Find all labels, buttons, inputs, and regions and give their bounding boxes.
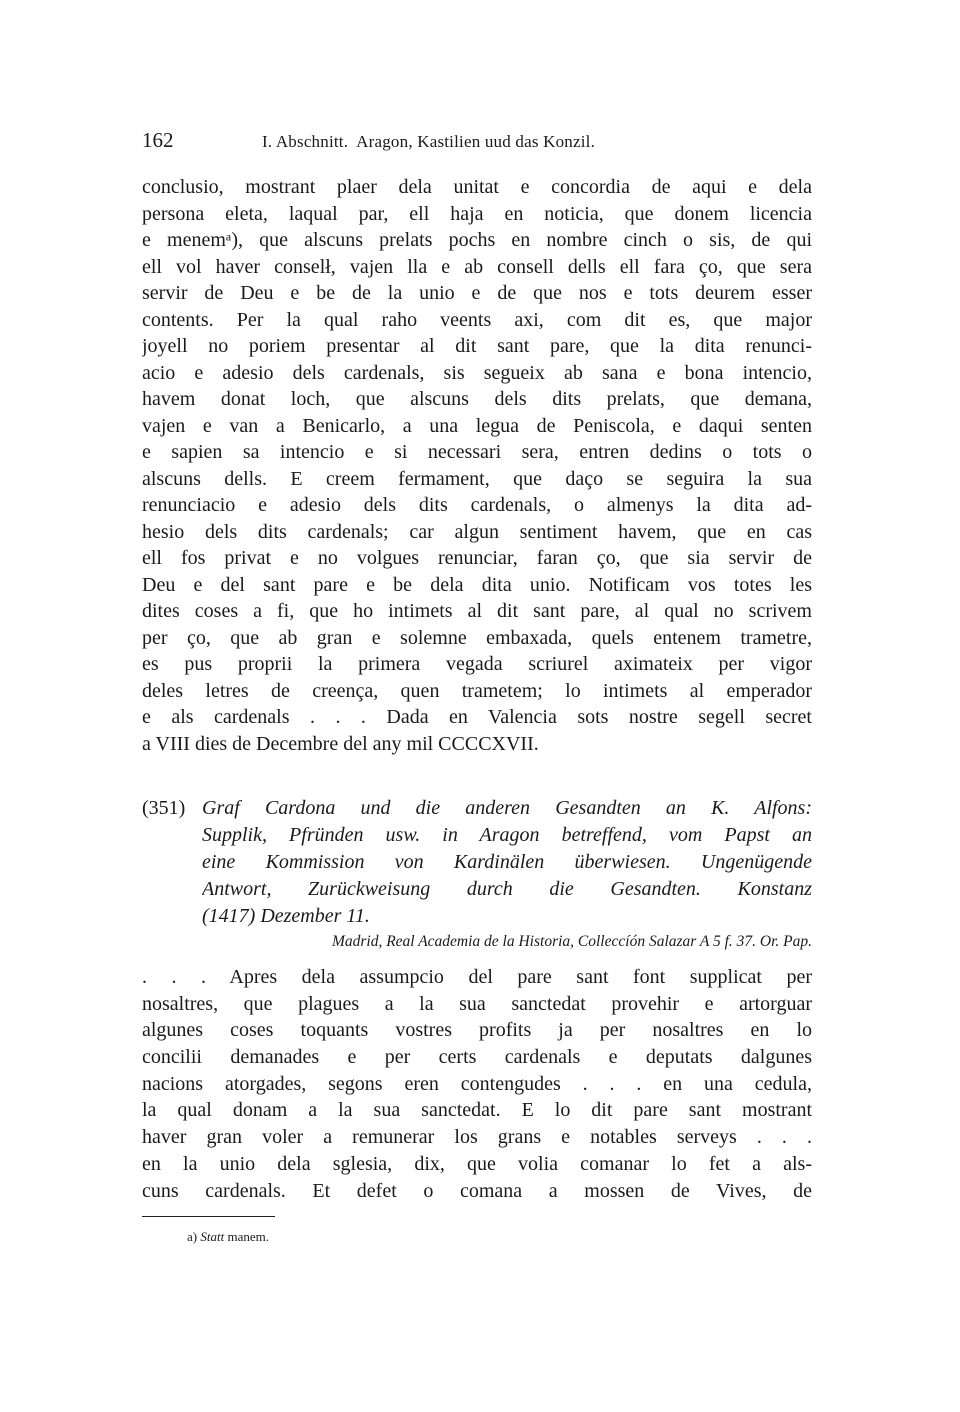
running-title: I. Abschnitt. Aragon, Kastilien uud das Konzil. [262, 132, 596, 151]
page-header [142, 128, 812, 158]
continued-text-block [142, 174, 812, 757]
text-line: conclusio, mostrant plaer dela unitat e concordia de aqui e dela [142, 176, 812, 198]
text-line: renunciacio e adesio dels dits cardenals, o almenys la dita ad- [142, 494, 812, 516]
item-title-line: Graf Cardona und die anderen Gesandten an K. Alfons: [202, 797, 812, 819]
text-line: deles letres de creença, quen trametem; lo intimets al emperador [142, 679, 812, 702]
text-line: joyell no poriem presentar al dit sant pare, que la dita renunci- [142, 335, 812, 357]
footnote-text: manem. [227, 1229, 269, 1244]
footnote [187, 1229, 269, 1245]
text-line: ell vol haver conselł, vajen lla e ab consell dells ell fara ço, que sera [142, 255, 812, 278]
footnote-rule [142, 1216, 275, 1217]
text-line: haver gran voler a remunerar los grans e notables serveys . . . [142, 1126, 812, 1149]
text-line: . . . Apres dela assumpcio del pare sant font supplicat per [142, 966, 812, 988]
text-line: a VIII dies de Decembre del any mil CCCCXVII. [142, 732, 539, 755]
text-line: algunes coses toquants vostres profits ja per nosaltres en lo [142, 1019, 812, 1042]
text-line: servir de Deu e be de la unio e de que nos e tots deurem esser [142, 282, 812, 304]
footnote-label: Statt [200, 1229, 225, 1244]
text-line: en la unio dela sglesia, dix, que volia comanar lo fet a als- [142, 1152, 812, 1175]
item-title-line: Antwort, Zurückweisung durch die Gesandten. Konstanz [202, 878, 812, 900]
text-line: Deu e del sant pare e be dela dita unio. Notificam vos totes les [142, 573, 812, 596]
text-line: la qual donam a la sua sanctedat. E lo dit pare sant mostrant [142, 1099, 812, 1122]
text-line: hesio dels dits cardenals; car algun sentiment havem, que en cas [142, 520, 812, 543]
item-title-line: eine Kommission von Kardinälen überwiesen. Ungenügende [202, 851, 812, 873]
item-title [202, 795, 812, 930]
text-line: ell fos privat e no volgues renunciar, faran ço, que sia servir de [142, 547, 812, 569]
text-line: havem donat loch, que alscuns dels dits prelats, que demana, [142, 388, 812, 410]
page-number: 162 [142, 128, 174, 152]
text-line: dites coses a fi, que ho intimets al dit sant pare, al qual no scrivem [142, 600, 812, 622]
text-line: nacions atorgades, segons eren contengudes . . . en una cedula, [142, 1072, 812, 1095]
text-line: e menemᵃ), que alscuns prelats pochs en nombre cinch o sis, de qui [142, 229, 812, 251]
text-line: nosaltres, que plagues a la sua sanctedat provehir e artorguar [142, 992, 812, 1015]
item-title-line: (1417) Dezember 11. [202, 905, 370, 927]
footnote-marker: a) [187, 1229, 198, 1244]
item-number: (351) [142, 797, 186, 819]
text-line: acio e adesio dels cardenals, sis segueix ab sana e bona intencio, [142, 361, 812, 384]
text-line: e sapien sa intencio e si necessari sera, entren dedins o tots o [142, 441, 812, 463]
text-line: contents. Per la qual raho veents axi, com dit es, que major [142, 308, 812, 331]
source-citation: Madrid, Real Academia de la Historia, Colleccíón Salazar A 5 f. 37. Or. Pap. [331, 933, 812, 950]
text-line: persona eleta, laqual par, ell haja en noticia, que donem licencia [142, 202, 812, 225]
text-line: e als cardenals . . . Dada en Valencia sots nostre segell secret [142, 706, 812, 728]
text-line: vajen e van a Benicarlo, a una legua de Peniscola, e daqui senten [142, 414, 812, 437]
text-line: alscuns dells. E creem fermament, que daço se seguira la sua [142, 467, 812, 490]
item-title-line: Supplik, Pfründen usw. in Aragon betreffend, vom Papst an [202, 824, 812, 846]
text-line: per ço, que ab gran e solemne embaxada, quels entenem trametre, [142, 626, 812, 649]
item-text-block [142, 964, 812, 1204]
text-line: concilii demanades e per certs cardenals e deputats dalgunes [142, 1046, 812, 1069]
text-line: cuns cardenals. Et defet o comana a mossen de Vives, de [142, 1179, 812, 1202]
text-line: es pus proprii la primera vegada scriurel aximateix per vigor [142, 653, 812, 675]
